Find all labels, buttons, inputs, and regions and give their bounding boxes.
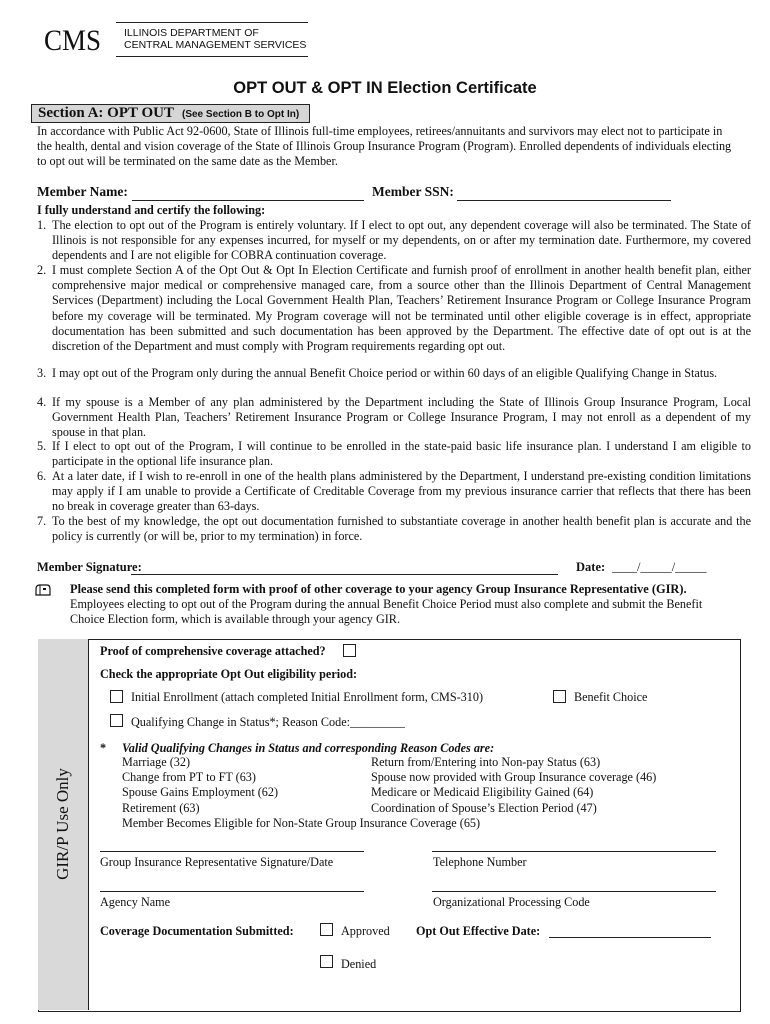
- agency-rule-bottom: [116, 56, 308, 57]
- coverage-doc-label: Coverage Documentation Submitted:: [100, 924, 294, 938]
- item-number: 6.: [37, 469, 47, 483]
- intro-paragraph: In accordance with Public Act 92-0600, State of Illinois full-time employees, retirees/annuitants and survivors may elect not to participate in the health, dental and vision coverage of the State of Illinois Group Insurance Program (Program). Enrolled dependents of individuals electing to opt out will be terminated on the same date as the Member.: [37, 124, 732, 169]
- member-ssn-field[interactable]: [457, 200, 671, 201]
- valid-changes-heading: Valid Qualifying Changes in Status and corresponding Reason Codes are:: [122, 741, 495, 755]
- item-text: If I elect to opt out of the Program, I will continue to be enrolled in the state-paid basic life insurance plan. I understand I am eligible to participate in the optional life insurance plan.: [52, 439, 751, 469]
- send-instructions: Please send this completed form with proof of other coverage to your agency Group Insurance Representative (GIR).: [70, 582, 687, 596]
- reason-code: Spouse Gains Employment (62): [122, 785, 279, 800]
- member-signature-field[interactable]: [131, 574, 558, 575]
- gir-side-label: GIR/P Use Only: [53, 768, 72, 880]
- eligibility-period-label: Check the appropriate Opt Out eligibility period:: [100, 667, 358, 681]
- reason-code: Return from/Entering into Non-pay Status (63): [371, 755, 601, 769]
- denied-checkbox[interactable]: [320, 955, 333, 968]
- reason-code: Coordination of Spouse’s Election Period (47): [371, 800, 597, 815]
- initial-enrollment-label: Initial Enrollment (attach completed Initial Enrollment form, CMS-310): [131, 690, 483, 704]
- agency-name-label: Agency Name: [100, 895, 171, 909]
- item-text: I may opt out of the Program only during the annual Benefit Choice period or within 60 days of an eligible Qualifying Change in Status.: [52, 366, 718, 380]
- agency-rule-top: [116, 22, 308, 23]
- benefit-choice-label: Benefit Choice: [574, 690, 648, 704]
- agency-name: [124, 27, 306, 51]
- item-number: 4.: [37, 395, 47, 409]
- proof-coverage-label: Proof of comprehensive coverage attached?: [100, 644, 326, 658]
- reason-code: Spouse now provided with Group Insurance coverage (46): [371, 770, 657, 785]
- reason-code-last: Member Becomes Eligible for Non-State Group Insurance Coverage (65): [122, 816, 481, 830]
- item-number: 1.: [37, 218, 47, 232]
- agency-line-2: CENTRAL MANAGEMENT SERVICES: [124, 39, 307, 51]
- initial-enrollment-checkbox[interactable]: [110, 690, 123, 703]
- member-name-label: Member Name:: [37, 184, 128, 199]
- reason-code: Retirement (63): [122, 800, 200, 815]
- reason-codes-right: [371, 755, 656, 816]
- gir-signature-field[interactable]: [100, 851, 364, 852]
- cms-logo: CMS: [44, 24, 102, 57]
- member-name-field[interactable]: [132, 200, 364, 201]
- date-label: Date:: [576, 560, 606, 574]
- telephone-field[interactable]: [432, 851, 716, 852]
- item-text: If my spouse is a Member of any plan administered by the Department including the State of Illinois Group Insurance Program, Local Government Health Plan, Teachers’ Retirement Insurance Program or College Insurance Program, I may not enroll as a dependent of my spouse in that plan.: [52, 395, 751, 440]
- item-text: To the best of my knowledge, the opt out documentation furnished to substantiate coverage in another health benefit plan is accurate and the policy is currently (or will be, prior to my termination) in force.: [52, 514, 751, 544]
- item-number: 3.: [37, 366, 47, 380]
- gir-signature-label: Group Insurance Representative Signature/Date: [100, 855, 334, 869]
- item-number: 7.: [37, 514, 47, 528]
- asterisk: *: [100, 741, 107, 755]
- denied-label: Denied: [341, 957, 377, 971]
- reason-code: Medicare or Medicaid Eligibility Gained (64): [371, 785, 594, 800]
- section-a-sub: (See Section B to Opt In): [182, 109, 300, 120]
- approved-checkbox[interactable]: [320, 923, 333, 936]
- certify-heading: I fully understand and certify the following:: [37, 203, 266, 217]
- item-text: I must complete Section A of the Opt Out & Opt In Election Certificate and furnish proof of enrollment in another health benefit plan, either comprehensive major medical or comprehensive managed care, from a source other than the Illinois Department of Central Management Services (Department) including the Local Government Health Plan, Teachers’ Retirement Insurance Program or College Insurance Program before my coverage will be terminated. My Program coverage will not be terminated until other eligible coverage is in effect, appropriate documentation has been submitted and such documentation has been approved by the Department. The effective date of opt out is at the discretion of the Department and must comply with Program requirements regarding opt out.: [52, 263, 751, 354]
- effective-date-field[interactable]: [549, 937, 711, 938]
- agency-name-field[interactable]: [100, 891, 364, 892]
- form-title: OPT OUT & OPT IN Election Certificate: [233, 79, 537, 97]
- reason-codes-left: [122, 755, 278, 816]
- reason-code: Change from PT to FT (63): [122, 770, 256, 785]
- benefit-choice-checkbox[interactable]: [553, 690, 566, 703]
- approved-label: Approved: [341, 924, 390, 938]
- section-a-label: Section A: OPT OUT: [38, 105, 174, 121]
- qualifying-change-checkbox[interactable]: [110, 714, 123, 727]
- item-text: At a later date, if I wish to re-enroll in one of the health plans administered by the Department, I understand pre-existing condition limitations may apply if I am unable to provide a Certificate of Creditable Coverage from my previous insurance carrier that reflects that there has been no break in coverage greater than 63-days.: [52, 469, 751, 514]
- proof-coverage-checkbox[interactable]: [343, 644, 356, 657]
- section-a-header: [31, 104, 310, 123]
- reason-code: Marriage (32): [122, 755, 191, 769]
- member-signature-label: Member Signature:: [37, 560, 142, 574]
- date-field[interactable]: ____/_____/_____: [612, 560, 707, 574]
- effective-date-label: Opt Out Effective Date:: [416, 924, 541, 938]
- org-code-label: Organizational Processing Code: [433, 895, 590, 909]
- send-sub-instructions: Employees electing to opt out of the Program during the annual Benefit Choice Period must also complete and submit the Benefit Choice Election form, which is available through your agency GIR.: [70, 597, 703, 627]
- agency-line-1: ILLINOIS DEPARTMENT OF: [124, 27, 259, 39]
- member-ssn-label: Member SSN:: [372, 184, 454, 199]
- item-number: 5.: [37, 439, 47, 453]
- item-text: The election to opt out of the Program is entirely voluntary. If I elect to opt out, any dependent coverage will also be terminated. The State of Illinois is not responsible for any expenses incurred, for myself or my dependents, on or after my termination date. Furthermore, my covered dependents and I are not eligible for COBRA continuation coverage.: [52, 218, 751, 263]
- item-number: 2.: [37, 263, 47, 277]
- telephone-label: Telephone Number: [433, 855, 527, 869]
- qualifying-change-label: Qualifying Change in Status*; Reason Code:_________: [131, 715, 405, 729]
- org-code-field[interactable]: [432, 891, 716, 892]
- mailbox-icon: [35, 583, 51, 595]
